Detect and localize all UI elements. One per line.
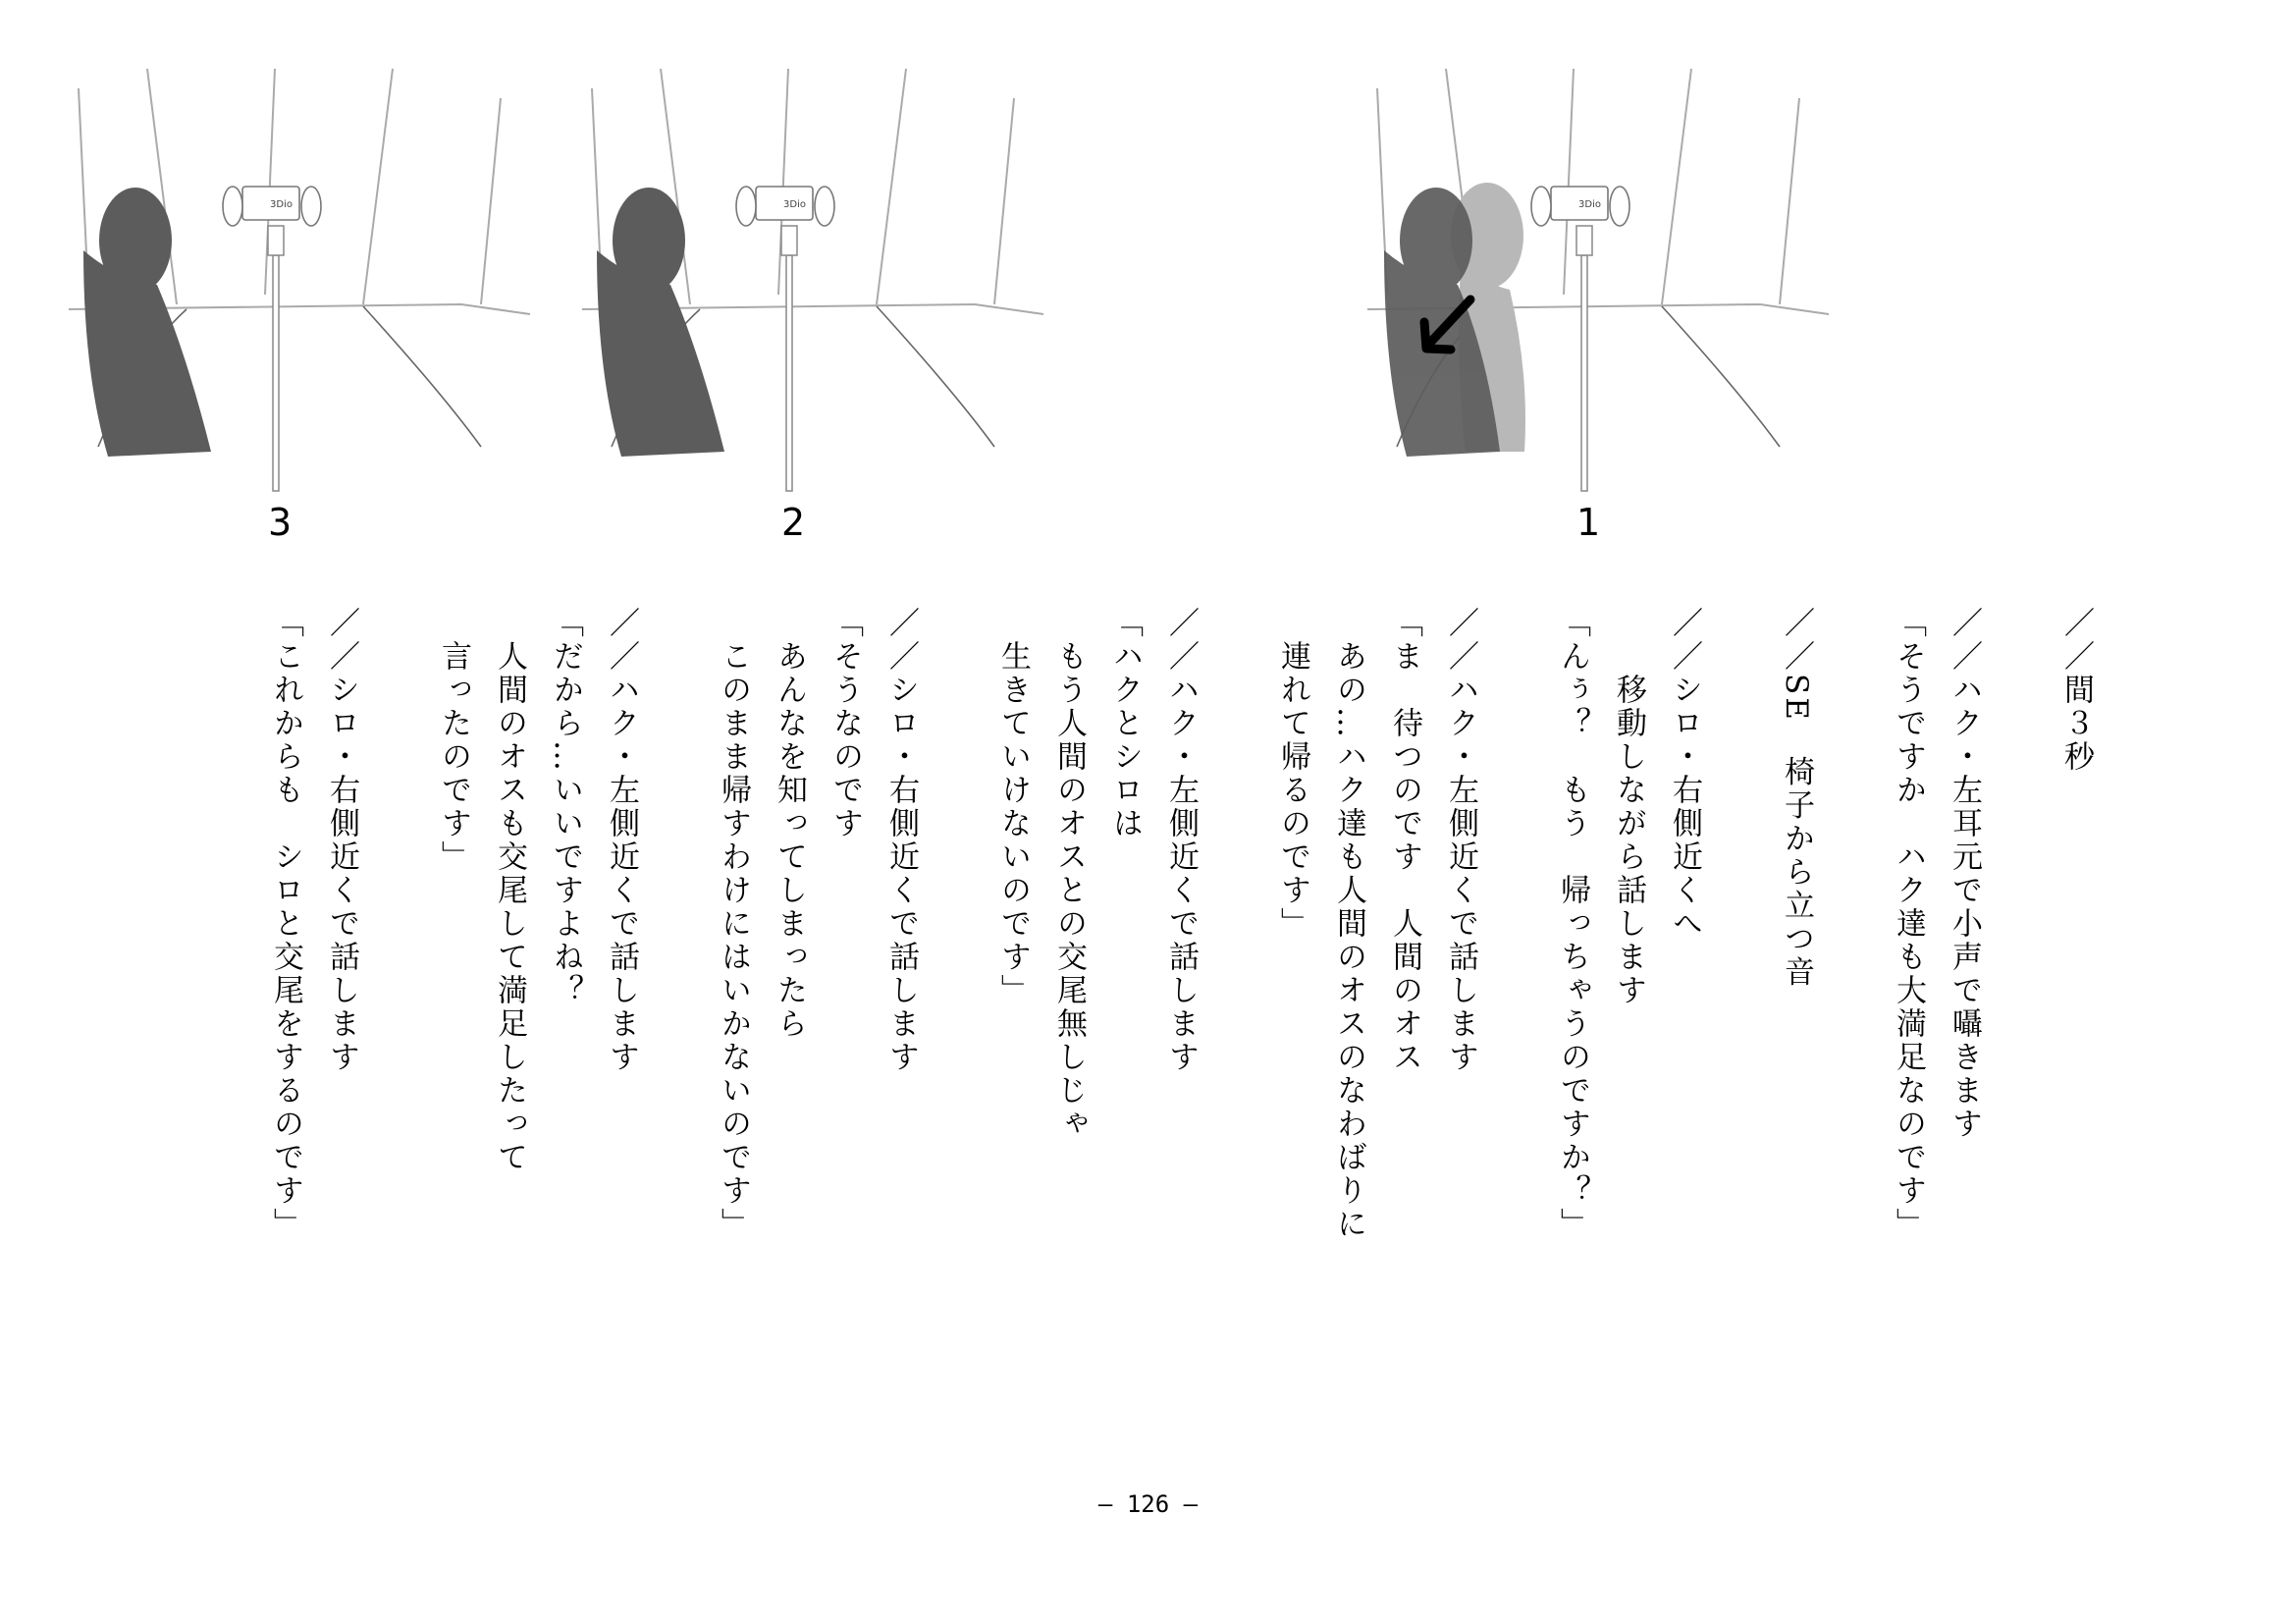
script-line: ／／シロ・右側近くで話します (324, 607, 359, 1074)
script-line: 「んぅ？ もう 帰っちゃうのですか？」 (1555, 607, 1590, 1241)
script-blank-line (369, 607, 425, 1569)
script-blank-line (649, 607, 705, 1569)
script-line: ／／ハク・左側近くで話します (1443, 607, 1478, 1074)
script-line: もう人間のオスとの交尾無しじゃ (1051, 607, 1087, 1141)
storyboard-panel-1 (1367, 59, 1829, 544)
storyboard-panel-3 (69, 59, 530, 544)
binaural-mic-stand (223, 187, 321, 491)
device-label: 3Dio (270, 199, 293, 210)
script-line: あんなを知ってしまったら (772, 607, 807, 1041)
storyboard-panel-2 (582, 59, 1043, 544)
script-line: ／／シロ・右側近くへ (1667, 607, 1702, 941)
script-line: 「これからも シロと交尾をするのです」 (268, 607, 303, 1241)
panel-number: 2 (781, 501, 806, 544)
room-scene-illustration (1367, 59, 1829, 471)
device-label: 3Dio (1578, 199, 1601, 210)
script-text (257, 607, 2104, 1569)
script-blank-line (929, 607, 985, 1569)
script-blank-line (1712, 607, 1768, 1569)
binaural-mic-stand (736, 187, 834, 491)
script-line: 連れて帰るのです」 (1275, 607, 1310, 941)
script-blank-line (1824, 607, 1880, 1569)
script-line: 「そうですか ハク達も大満足なのです」 (1891, 607, 1926, 1241)
character-silhouette (597, 188, 724, 457)
binaural-mic-stand (1531, 187, 1629, 491)
script-line: ／／SE 椅子から立つ音 (1779, 607, 1814, 990)
panel-number: 1 (1576, 501, 1601, 544)
panel-number: 3 (268, 501, 293, 544)
script-line: 言ったのです」 (436, 607, 471, 874)
script-blank-line (1992, 607, 2048, 1569)
script-line: 「ハクとシロは (1107, 607, 1143, 840)
room-scene-illustration (582, 59, 1043, 471)
script-line: このまま帰すわけにはいかないのです」 (716, 607, 751, 1241)
page-number: ― 126 ― (1097, 1490, 1199, 1518)
script-line: ／／ハク・左側近くで話します (604, 607, 639, 1074)
script-line: ／／間３秒 (2058, 607, 2094, 774)
script-line: 「だから…いいですよね？ (548, 607, 583, 1007)
script-line: あの…ハク達も人間のオスのなわばりに (1331, 607, 1366, 1241)
script-line: 「そうなのです (828, 607, 863, 840)
script-blank-line (1488, 607, 1544, 1569)
room-scene-illustration (69, 59, 530, 471)
script-blank-line (1208, 607, 1264, 1569)
script-line: ／／ハク・左耳元で小声で囁きます (1947, 607, 1982, 1141)
script-line: 生きていけないのです」 (995, 607, 1031, 1007)
script-line: 移動しながら話します (1611, 607, 1646, 1007)
character-silhouette (83, 188, 211, 457)
script-line: 「ま 待つのです 人間のオス (1387, 607, 1422, 1074)
script-line: ／／ハク・左側近くで話します (1163, 607, 1199, 1074)
script-line: 人間のオスも交尾して満足したって (492, 607, 527, 1174)
device-label: 3Dio (783, 199, 806, 210)
script-line: ／／シロ・右側近くで話します (883, 607, 919, 1074)
